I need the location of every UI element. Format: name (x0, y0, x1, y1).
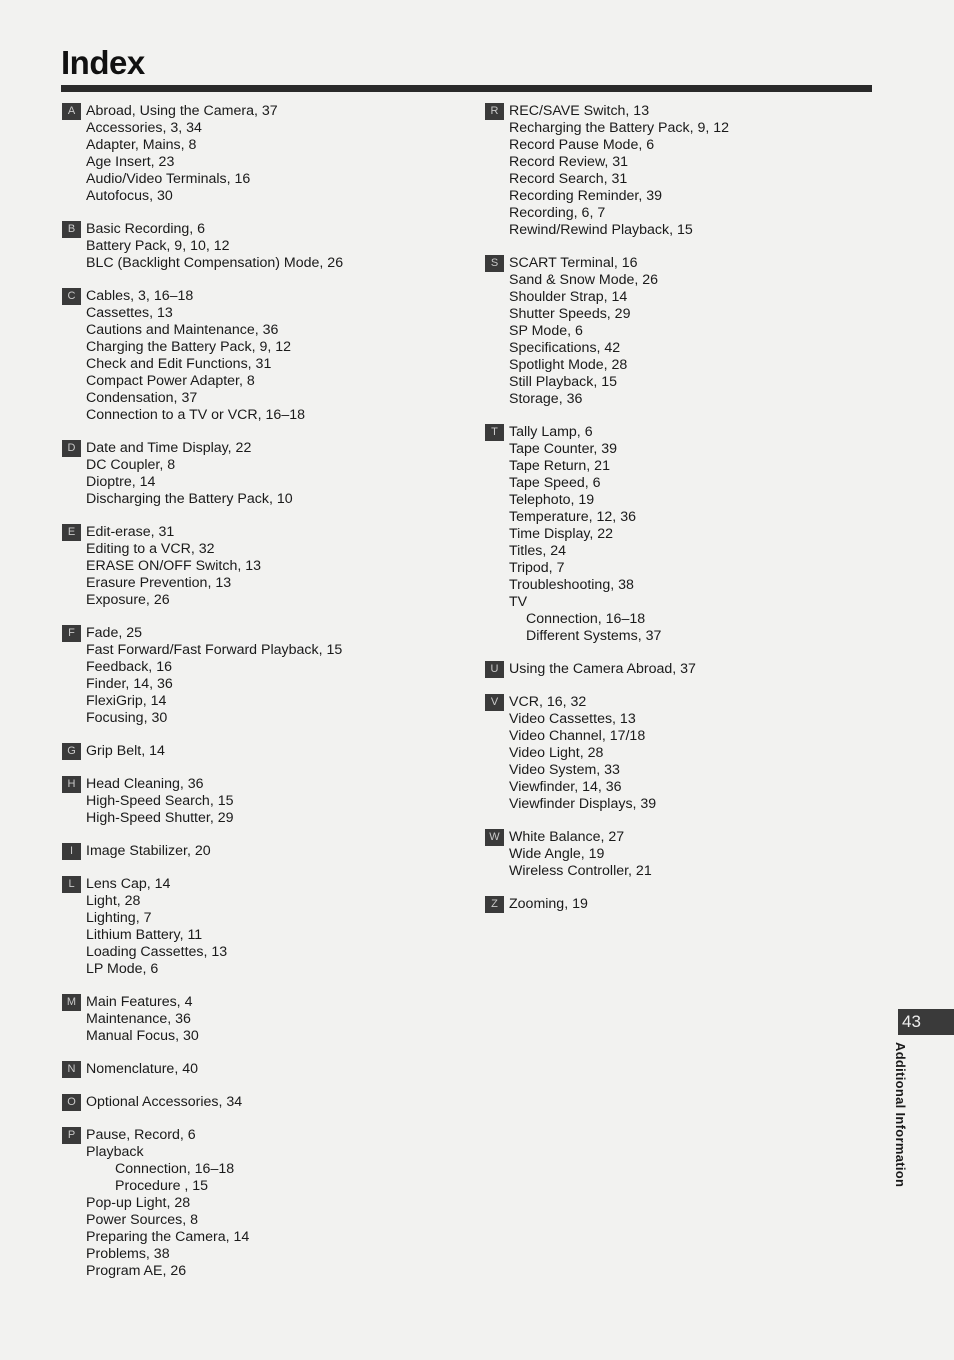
index-entry-text: Maintenance, 36 (86, 1011, 191, 1027)
index-entry-text: Procedure , 15 (115, 1178, 209, 1194)
index-entry (485, 846, 865, 863)
index-entry-text: Condensation, 37 (86, 390, 198, 406)
index-entry-text: Problems, 38 (86, 1246, 170, 1262)
index-entry (62, 642, 462, 659)
index-entry-text: Titles, 24 (509, 543, 567, 559)
index-entry-text: Temperature, 12, 36 (509, 509, 636, 525)
index-entry (62, 171, 462, 188)
letter-badge: D (62, 440, 81, 457)
letter-badge: R (485, 103, 504, 120)
index-entry (62, 541, 462, 558)
index-entry-text: Edit-erase, 31 (86, 524, 175, 540)
index-entry (62, 625, 462, 642)
letter-badge: B (62, 221, 81, 238)
index-entry (62, 1195, 462, 1212)
index-entry (485, 779, 865, 796)
index-entry-text: Fade, 25 (86, 625, 143, 641)
index-entry-text: Adapter, Mains, 8 (86, 137, 197, 153)
index-entry (485, 458, 865, 475)
index-entry (62, 1212, 462, 1229)
index-entry-text: Still Playback, 15 (509, 374, 618, 390)
index-entry-text: Video Channel, 17/18 (509, 728, 646, 744)
index-column-right (485, 103, 865, 929)
index-entry (62, 1094, 462, 1111)
index-entry-text: Feedback, 16 (86, 659, 172, 675)
index-entry (485, 577, 865, 594)
index-entry-text: Troubleshooting, 38 (509, 577, 634, 593)
letter-badge: S (485, 255, 504, 272)
index-entry (485, 171, 865, 188)
index-entry-text: Head Cleaning, 36 (86, 776, 204, 792)
index-entry-text: SCART Terminal, 16 (509, 255, 638, 271)
index-entry (62, 910, 462, 927)
index-entry-text: Rewind/Rewind Playback, 15 (509, 222, 693, 238)
index-entry-text: Focusing, 30 (86, 710, 168, 726)
index-entry-text: Record Search, 31 (509, 171, 628, 187)
index-entry (62, 1263, 462, 1280)
index-group-i (62, 843, 462, 860)
index-entry-text: White Balance, 27 (509, 829, 625, 845)
letter-badge: Z (485, 896, 504, 913)
page-number-tab: 43 (898, 1009, 954, 1035)
index-entry (62, 524, 462, 541)
index-group-g (62, 743, 462, 760)
index-group-h (62, 776, 462, 827)
index-entry-text: VCR, 16, 32 (509, 694, 587, 710)
index-entry-text: Telephoto, 19 (509, 492, 595, 508)
index-entry-text: Autofocus, 30 (86, 188, 173, 204)
index-entry-text: TV (509, 594, 528, 610)
index-entry-text: Record Review, 31 (509, 154, 629, 170)
index-entry (62, 710, 462, 727)
index-entry (485, 796, 865, 813)
index-entry-text: ERASE ON/OFF Switch, 13 (86, 558, 262, 574)
index-entry (485, 374, 865, 391)
index-entry (62, 676, 462, 693)
index-entry-text: Viewfinder, 14, 36 (509, 779, 622, 795)
section-label: Additional Information (893, 1042, 908, 1188)
index-entry-text: Finder, 14, 36 (86, 676, 173, 692)
index-group-z (485, 896, 865, 913)
index-entry-text: Video System, 33 (509, 762, 620, 778)
index-entry (485, 762, 865, 779)
index-entry-text: Abroad, Using the Camera, 37 (86, 103, 278, 119)
index-entry (485, 628, 865, 645)
index-entry-text: Check and Edit Functions, 31 (86, 356, 272, 372)
index-entry (62, 322, 462, 339)
index-entry (62, 1161, 462, 1178)
index-entry-text: REC/SAVE Switch, 13 (509, 103, 650, 119)
index-group-s (485, 255, 865, 408)
index-entry (485, 120, 865, 137)
index-entry (62, 1144, 462, 1161)
letter-badge: L (62, 876, 81, 893)
index-entry-text: Time Display, 22 (509, 526, 614, 542)
index-entry-text: Tape Counter, 39 (509, 441, 618, 457)
index-entry (485, 661, 865, 678)
index-entry-text: Main Features, 4 (86, 994, 193, 1010)
index-entry (62, 356, 462, 373)
index-entry-text: Record Pause Mode, 6 (509, 137, 655, 153)
index-entry (62, 961, 462, 978)
index-entry-text: Loading Cassettes, 13 (86, 944, 228, 960)
index-entry-text: BLC (Backlight Compensation) Mode, 26 (86, 255, 344, 271)
index-entry (485, 188, 865, 205)
index-entry (62, 440, 462, 457)
index-group-t (485, 424, 865, 645)
index-entry-text: Light, 28 (86, 893, 141, 909)
index-entry (485, 306, 865, 323)
index-entry-text: Spotlight Mode, 28 (509, 357, 628, 373)
index-entry (485, 103, 865, 120)
index-entry (485, 594, 865, 611)
index-entry-text: Tripod, 7 (509, 560, 565, 576)
index-entry-text: High-Speed Shutter, 29 (86, 810, 234, 826)
index-entry-text: Connection to a TV or VCR, 16–18 (86, 407, 305, 423)
letter-badge: T (485, 424, 504, 441)
index-entry-text: Discharging the Battery Pack, 10 (86, 491, 293, 507)
index-entry-text: DC Coupler, 8 (86, 457, 176, 473)
index-entry (485, 357, 865, 374)
index-entry (62, 994, 462, 1011)
index-group-r (485, 103, 865, 239)
index-group-w (485, 829, 865, 880)
index-entry (485, 492, 865, 509)
index-entry (485, 863, 865, 880)
index-entry (62, 339, 462, 356)
index-entry (485, 611, 865, 628)
index-entry-text: Recharging the Battery Pack, 9, 12 (509, 120, 730, 136)
index-entry (485, 424, 865, 441)
index-entry (62, 154, 462, 171)
index-entry-text: Specifications, 42 (509, 340, 621, 356)
index-entry (62, 944, 462, 961)
letter-badge: V (485, 694, 504, 711)
index-entry (485, 441, 865, 458)
index-entry (485, 323, 865, 340)
index-group-d (62, 440, 462, 508)
index-entry (62, 1011, 462, 1028)
index-entry (62, 1246, 462, 1263)
index-entry (62, 558, 462, 575)
index-entry-text: Exposure, 26 (86, 592, 170, 608)
index-entry (62, 843, 462, 860)
index-entry-text: Using the Camera Abroad, 37 (509, 661, 696, 677)
letter-badge: U (485, 661, 504, 678)
index-entry (62, 103, 462, 120)
index-entry-text: Cables, 3, 16–18 (86, 288, 194, 304)
index-entry-text: Program AE, 26 (86, 1263, 187, 1279)
index-entry-text: LP Mode, 6 (86, 961, 159, 977)
index-entry (485, 711, 865, 728)
index-entry-text: Playback (86, 1144, 144, 1160)
letter-badge: H (62, 776, 81, 793)
index-entry-text: Manual Focus, 30 (86, 1028, 199, 1044)
index-entry-text: Tally Lamp, 6 (509, 424, 593, 440)
index-entry (62, 1061, 462, 1078)
index-entry (62, 491, 462, 508)
index-entry (62, 927, 462, 944)
letter-badge: N (62, 1061, 81, 1078)
index-entry (485, 896, 865, 913)
index-entry-text: Tape Speed, 6 (509, 475, 601, 491)
letter-badge: E (62, 524, 81, 541)
index-column-left (62, 103, 462, 1296)
index-entry (485, 222, 865, 239)
index-entry (62, 575, 462, 592)
index-entry (62, 188, 462, 205)
index-group-u (485, 661, 865, 678)
index-entry-text: Charging the Battery Pack, 9, 12 (86, 339, 292, 355)
index-group-o (62, 1094, 462, 1111)
index-entry (485, 560, 865, 577)
index-entry-text: Wireless Controller, 21 (509, 863, 652, 879)
index-entry (485, 391, 865, 408)
index-entry-text: Shoulder Strap, 14 (509, 289, 628, 305)
index-entry (62, 457, 462, 474)
index-entry (62, 893, 462, 910)
index-entry-text: Editing to a VCR, 32 (86, 541, 215, 557)
index-entry (62, 390, 462, 407)
index-entry (62, 810, 462, 827)
index-entry (62, 793, 462, 810)
index-entry (485, 526, 865, 543)
index-entry-text: Lighting, 7 (86, 910, 152, 926)
index-entry-text: Viewfinder Displays, 39 (509, 796, 657, 812)
index-entry (62, 1178, 462, 1195)
index-entry (485, 272, 865, 289)
index-entry (62, 407, 462, 424)
index-group-c (62, 288, 462, 424)
index-entry-text: Optional Accessories, 34 (86, 1094, 243, 1110)
index-entry-text: Date and Time Display, 22 (86, 440, 252, 456)
index-entry (485, 509, 865, 526)
index-entry (62, 743, 462, 760)
index-entry (62, 776, 462, 793)
index-entry (62, 373, 462, 390)
index-entry-text: Compact Power Adapter, 8 (86, 373, 255, 389)
index-entry (485, 745, 865, 762)
index-entry (485, 543, 865, 560)
letter-badge: A (62, 103, 81, 120)
index-entry-text: Erasure Prevention, 13 (86, 575, 232, 591)
letter-badge: W (485, 829, 504, 846)
index-entry (485, 289, 865, 306)
index-entry-text: Video Light, 28 (509, 745, 604, 761)
index-group-e (62, 524, 462, 609)
index-entry-text: Age Insert, 23 (86, 154, 175, 170)
index-entry (485, 829, 865, 846)
index-group-l (62, 876, 462, 978)
index-entry (62, 693, 462, 710)
index-entry-text: Accessories, 3, 34 (86, 120, 202, 136)
index-entry-text: Zooming, 19 (509, 896, 588, 912)
index-group-p (62, 1127, 462, 1280)
index-entry (62, 137, 462, 154)
index-entry (485, 475, 865, 492)
index-entry-text: Battery Pack, 9, 10, 12 (86, 238, 230, 254)
index-entry-text: Fast Forward/Fast Forward Playback, 15 (86, 642, 343, 658)
index-entry (485, 340, 865, 357)
index-entry-text: Pop-up Light, 28 (86, 1195, 191, 1211)
letter-badge: C (62, 288, 81, 305)
index-group-v (485, 694, 865, 813)
letter-badge: I (62, 843, 81, 860)
index-entry (485, 255, 865, 272)
index-entry-text: Preparing the Camera, 14 (86, 1229, 250, 1245)
index-group-f (62, 625, 462, 727)
index-entry-text: Grip Belt, 14 (86, 743, 165, 759)
index-entry (62, 221, 462, 238)
letter-badge: M (62, 994, 81, 1011)
letter-badge: P (62, 1127, 81, 1144)
index-entry (62, 305, 462, 322)
index-entry (62, 474, 462, 491)
index-group-m (62, 994, 462, 1045)
index-entry (62, 1127, 462, 1144)
index-entry-text: Sand & Snow Mode, 26 (509, 272, 659, 288)
index-entry (485, 154, 865, 171)
index-entry-text: Lens Cap, 14 (86, 876, 171, 892)
index-entry-text: Cautions and Maintenance, 36 (86, 322, 279, 338)
page-title: Index (61, 44, 145, 81)
index-entry-text: Image Stabilizer, 20 (86, 843, 211, 859)
index-group-a (62, 103, 462, 205)
index-entry (62, 659, 462, 676)
index-entry (62, 876, 462, 893)
letter-badge: G (62, 743, 81, 760)
index-group-n (62, 1061, 462, 1078)
index-entry-text: Different Systems, 37 (526, 628, 662, 644)
index-entry-text: SP Mode, 6 (509, 323, 583, 339)
index-entry (62, 1028, 462, 1045)
index-entry-text: Connection, 16–18 (115, 1161, 235, 1177)
index-entry (62, 1229, 462, 1246)
index-entry (62, 120, 462, 137)
index-entry-text: Basic Recording, 6 (86, 221, 206, 237)
index-entry-text: Lithium Battery, 11 (86, 927, 203, 943)
index-entry-text: Storage, 36 (509, 391, 583, 407)
title-rule (61, 85, 872, 92)
index-entry-text: Pause, Record, 6 (86, 1127, 196, 1143)
index-entry-text: High-Speed Search, 15 (86, 793, 234, 809)
index-entry (62, 592, 462, 609)
index-entry-text: Tape Return, 21 (509, 458, 610, 474)
letter-badge: F (62, 625, 81, 642)
index-entry-text: Wide Angle, 19 (509, 846, 605, 862)
index-entry (62, 288, 462, 305)
index-entry-text: FlexiGrip, 14 (86, 693, 167, 709)
index-entry-text: Recording, 6, 7 (509, 205, 606, 221)
index-entry (485, 694, 865, 711)
index-entry (62, 238, 462, 255)
index-entry (62, 255, 462, 272)
index-entry-text: Cassettes, 13 (86, 305, 173, 321)
index-entry-text: Recording Reminder, 39 (509, 188, 662, 204)
index-entry (485, 728, 865, 745)
index-entry-text: Dioptre, 14 (86, 474, 156, 490)
index-entry-text: Power Sources, 8 (86, 1212, 198, 1228)
index-entry-text: Connection, 16–18 (526, 611, 646, 627)
index-entry-text: Audio/Video Terminals, 16 (86, 171, 251, 187)
index-entry (485, 205, 865, 222)
index-entry-text: Shutter Speeds, 29 (509, 306, 631, 322)
letter-badge: O (62, 1094, 81, 1111)
index-entry (485, 137, 865, 154)
index-entry-text: Video Cassettes, 13 (509, 711, 636, 727)
index-entry-text: Nomenclature, 40 (86, 1061, 198, 1077)
index-group-b (62, 221, 462, 272)
